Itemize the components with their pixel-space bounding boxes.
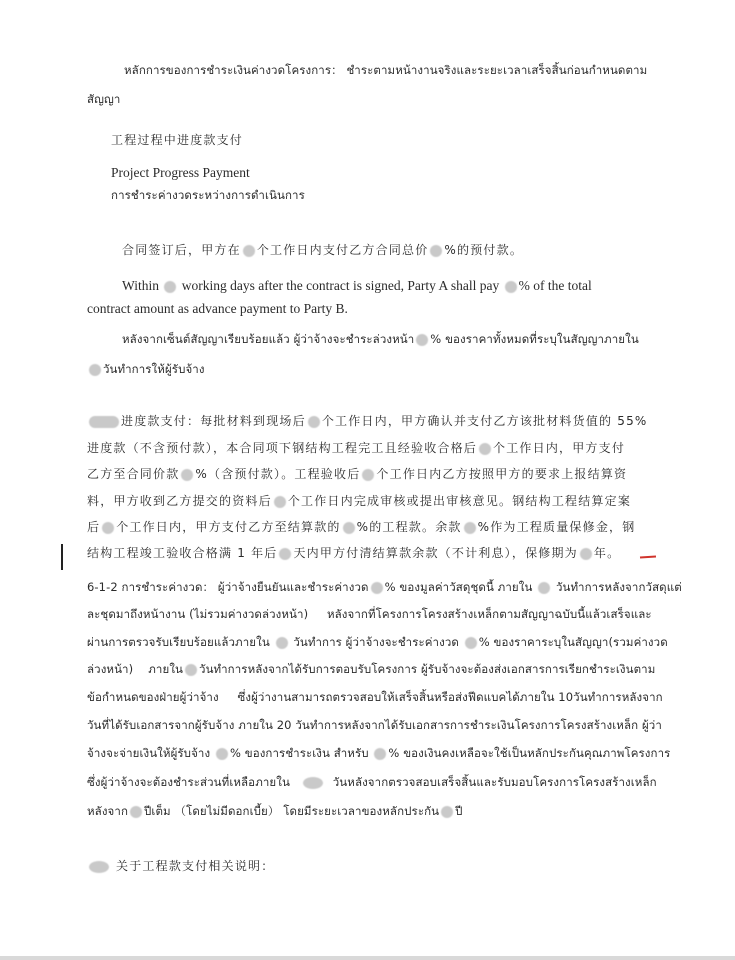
redaction: [89, 364, 101, 376]
text: ภายใน: [148, 662, 184, 676]
section-th-4: [87, 660, 655, 678]
text: วันหลังจากตรวจสอบเสร็จสิ้นและรับมอบโครงการโครงสร้างเหล็ก: [332, 775, 657, 789]
redaction: [181, 469, 193, 481]
advance-th: [122, 330, 639, 348]
progress-cn-1: [87, 412, 648, 430]
text: 个工作日内支付乙方合同总价: [256, 243, 429, 257]
page-bottom-edge: [0, 956, 735, 960]
redaction: [464, 522, 476, 534]
text: วันทำการ ผู้ว่าจ้างจะชำระค่างวด: [293, 635, 459, 649]
text: ปีเต็ม （โดยไม่มีดอกเบี้ย） โดยมีระยะเวลาของหลักประกัน: [144, 804, 440, 818]
text: 进度款支付：每批材料到现场后: [121, 414, 306, 428]
redaction: [89, 861, 109, 873]
text: การชำระค่างวดระหว่างการดำเนินการ: [111, 188, 305, 202]
advance-en: [122, 277, 592, 295]
text: % ของเงินคงเหลือจะใช้เป็นหลักประกันคุณภาพโครงการ: [388, 746, 671, 760]
redaction: [374, 748, 386, 760]
text: ข้อกำหนดของฝ่ายผู้ว่าจ้าง: [87, 690, 219, 704]
section-th-3: [87, 633, 668, 651]
text: ปี: [455, 804, 463, 818]
advance-cn: [122, 241, 523, 259]
text: 个工作日内，甲方支付: [493, 441, 626, 455]
heading-en: [111, 164, 250, 182]
text: %（含预付款）。工程验收后: [195, 467, 361, 481]
section-th-5: [87, 688, 663, 706]
text: หลักการของการชำระเงินค่างวดโครงการ： ชำระตามหน้างานจริงและระยะเวลาเสร็จสิ้นก่อนกำหนดตาม: [124, 63, 648, 77]
redaction: [216, 748, 228, 760]
redaction: [279, 548, 291, 560]
heading-th: [111, 186, 305, 204]
text: 个工作日内，甲方确认并支付乙方该批材料货值的 55%: [321, 414, 648, 428]
redaction: [465, 637, 477, 649]
section-th-1: [87, 578, 682, 596]
redaction: [430, 245, 442, 257]
redaction: [164, 281, 176, 293]
text: % ของมูลค่าวัสดุชุดนี้ ภายใน: [384, 580, 533, 594]
text: 合同签订后，甲方在: [122, 243, 241, 257]
section-th-6: [87, 716, 662, 734]
text: Project Progress Payment: [111, 165, 250, 180]
text: 工程过程中进度款支付: [111, 133, 244, 147]
text: 个工作日内完成审核或提出审核意见。钢结构工程结算定案: [287, 494, 632, 508]
text: 乙方至合同价款: [87, 467, 180, 481]
advance-th-2: [87, 360, 205, 378]
text: 6-1-2 การชำระค่างวด： ผู้ว่าจ้างยืนยันและชำระค่างวด: [87, 580, 369, 594]
redaction: [102, 522, 114, 534]
redaction: [343, 522, 355, 534]
text: ซึ่งผู้ว่าจ้างจะต้องชำระส่วนที่เหลือภายใน: [87, 775, 290, 789]
text: 天内甲方付清结算款余款（不计利息），保修期为: [293, 546, 578, 560]
section-th-7: [87, 744, 670, 762]
text: 关于工程款支付相关说明：: [116, 859, 275, 873]
text: Within: [122, 278, 159, 293]
redaction: [371, 582, 383, 594]
text: วันทำการหลังจากวัสดุแต่: [555, 580, 682, 594]
redaction: [89, 416, 119, 428]
redaction: [479, 443, 491, 455]
text: หลังจาก: [87, 804, 129, 818]
progress-cn-2: [87, 439, 625, 457]
text: %的预付款。: [444, 243, 524, 257]
text: 年。: [593, 546, 621, 560]
section-th-2: [87, 605, 652, 623]
text: 结构工程竣工验收合格满 1 年后: [87, 546, 278, 560]
text: % of the total: [518, 278, 592, 293]
text: working days after the contract is signed, Party A shall pay: [181, 278, 500, 293]
text: 个工作日内，甲方支付乙方至结算款的: [116, 520, 341, 534]
redaction: [441, 806, 453, 818]
text: จ้างจะจ่ายเงินให้ผู้รับจ้าง: [87, 746, 211, 760]
text: 个工作日内乙方按照甲方的要求上报结算资: [376, 467, 628, 481]
redaction: [243, 245, 255, 257]
text: 后: [87, 520, 101, 534]
redaction: [130, 806, 142, 818]
text: ผ่านการตรวจรับเรียบร้อยแล้วภายใน: [87, 635, 270, 649]
progress-cn-5: [87, 518, 635, 536]
payment-notes-heading: [87, 857, 274, 875]
redaction: [303, 777, 323, 789]
text: % ของราคาทั้งหมดที่ระบุในสัญญาภายใน: [430, 332, 639, 346]
text: 进度款（不含预付款），本合同项下钢结构工程完工且经验收合格后: [87, 441, 478, 455]
text: ละชุดมาถึงหน้างาน (ไม่รวมค่างวดล่วงหน้า): [87, 607, 309, 621]
text: % ของราคาระบุในสัญญา(รวมค่างวด: [478, 635, 668, 649]
redaction: [505, 281, 517, 293]
progress-cn-6: [87, 544, 620, 562]
redaction: [276, 637, 288, 649]
text: %的工程款。余款: [356, 520, 462, 534]
text: สัญญา: [87, 92, 121, 106]
text: contract amount as advance payment to Party B.: [87, 301, 348, 316]
advance-en-2: [87, 300, 348, 318]
redaction: [580, 548, 592, 560]
redaction: [274, 496, 286, 508]
doc-line: [87, 90, 120, 108]
red-annotation-mark: [640, 555, 656, 558]
text-cursor: [61, 544, 63, 570]
text: ซึ่งผู้ว่างานสามารถตรวจสอบให้เสร็จสิ้นหรือส่งฟีดแบคได้ภายใน 10วันทำการหลังจาก: [237, 690, 663, 704]
text: 料，甲方收到乙方提交的资料后: [87, 494, 272, 508]
text: วันทำการหลังจากได้รับการตอบรับโครงการ ผู้รับจ้างจะต้องส่งเอกสารการเรียกชำระเงินตาม: [199, 662, 656, 676]
text: หลังจากที่โครงการโครงสร้างเหล็กตามสัญญาฉบับนี้แล้วเสร็จและ: [326, 607, 652, 621]
text: %作为工程质量保修金，钢: [477, 520, 636, 534]
section-th-9: [87, 802, 463, 820]
redaction: [416, 334, 428, 346]
text: % ของการชำระเงิน สำหรับ: [229, 746, 369, 760]
text: หลังจากเซ็นต์สัญญาเรียบร้อยแล้ว ผู้ว่าจ้างจะชำระล่วงหน้า: [122, 332, 415, 346]
progress-cn-4: [87, 492, 631, 510]
text: วันที่ได้รับเอกสารจากผู้รับจ้าง ภายใน 20 วันทำการหลังจากได้รับเอกสารการชำระเงินโครงการโครงสร้างเหล็ก ผู้ว่า: [87, 718, 662, 732]
redaction: [308, 416, 320, 428]
doc-line: [124, 61, 647, 79]
progress-cn-3: [87, 465, 627, 483]
text: ล่วงหน้า): [87, 662, 134, 676]
redaction: [362, 469, 374, 481]
text: วันทำการให้ผู้รับจ้าง: [103, 362, 205, 376]
redaction: [185, 664, 197, 676]
redaction: [538, 582, 550, 594]
heading-cn: [111, 131, 243, 149]
section-th-8: [87, 773, 657, 791]
